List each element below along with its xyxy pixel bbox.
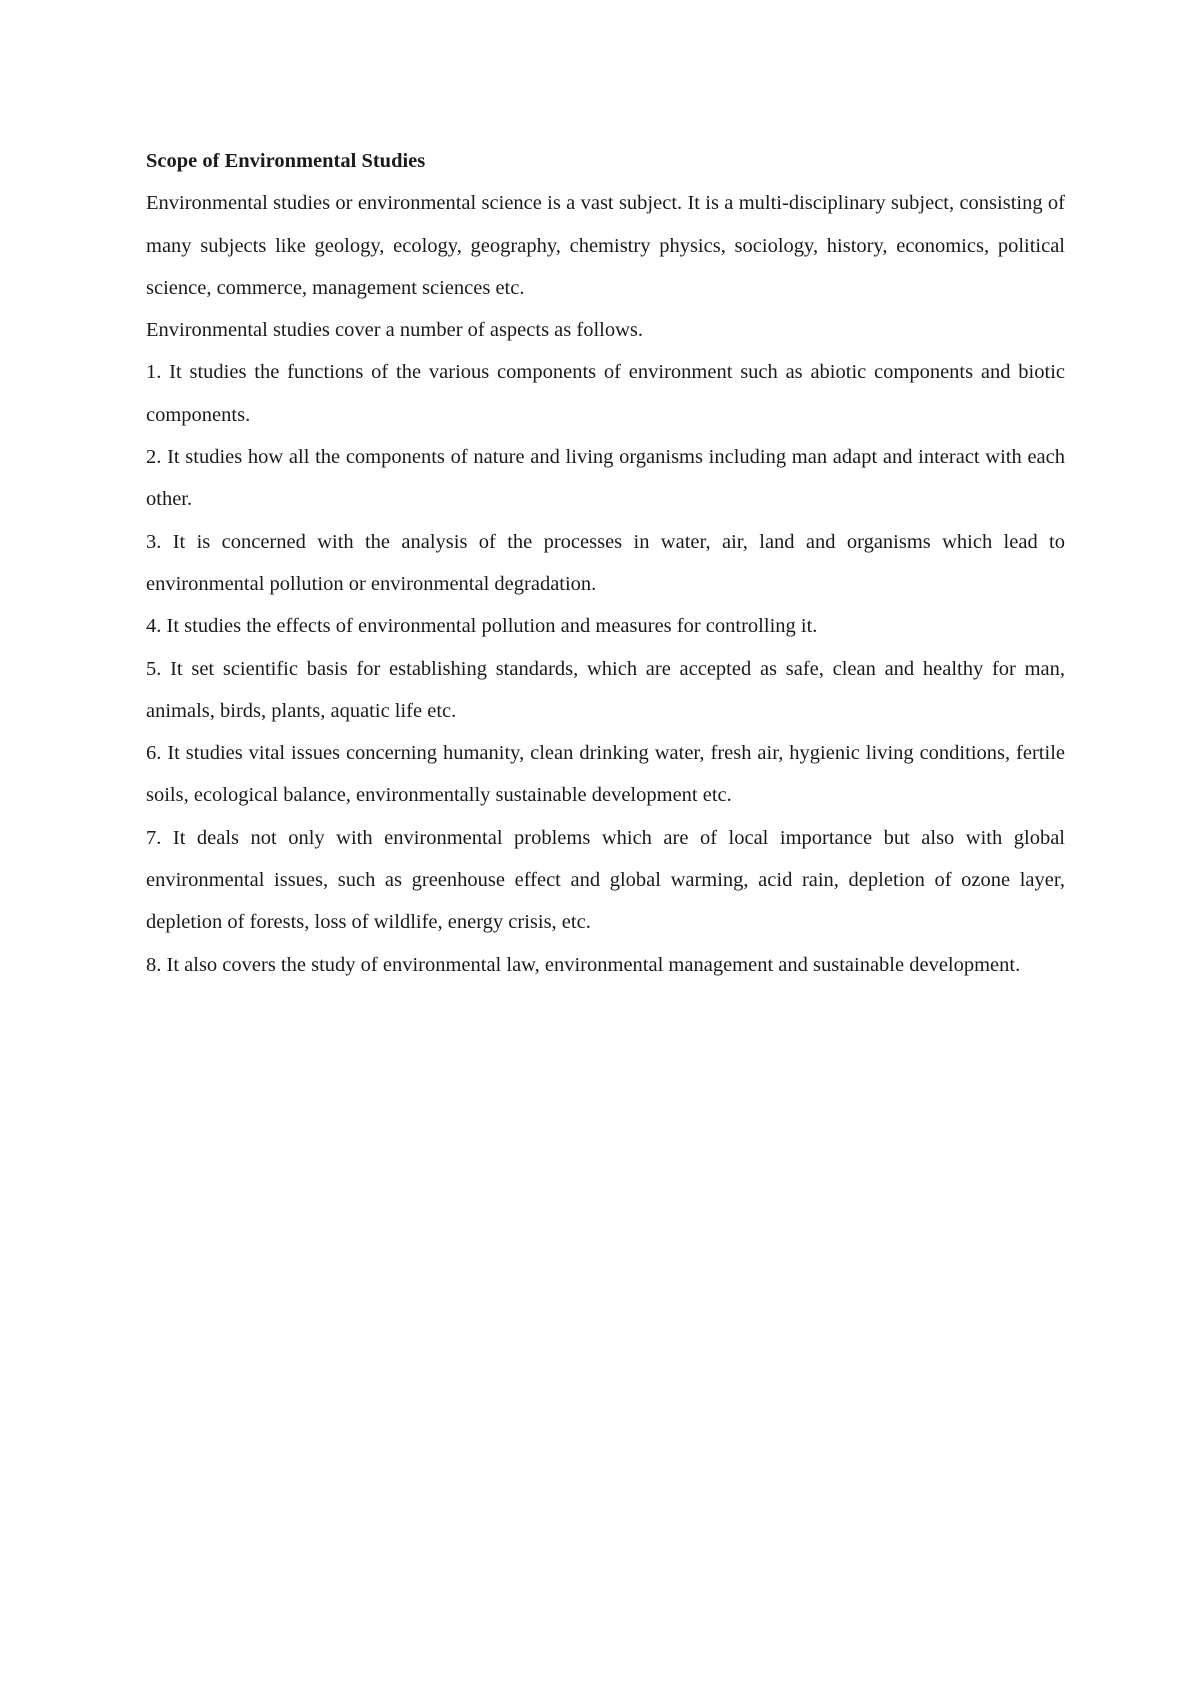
point-6: 6. It studies vital issues concerning humanity, clean drinking water, fresh air, hygienic living conditions, fertile soils, ecological balance, environmentally sustainable development etc. — [146, 742, 1065, 807]
lead-in-paragraph: Environmental studies cover a number of aspects as follows. — [146, 319, 643, 342]
point-4: 4. It studies the effects of environmental pollution and measures for controlling it. — [146, 615, 818, 638]
point-1: 1. It studies the functions of the various components of environment such as abiotic components and biotic components. — [146, 361, 1065, 426]
point-2: 2. It studies how all the components of nature and living organisms including man adapt and interact with each other. — [146, 446, 1065, 511]
point-3: 3. It is concerned with the analysis of the processes in water, air, land and organisms which lead to environmental pollution or environmental degradation. — [146, 530, 1065, 595]
intro-paragraph: Environmental studies or environmental science is a vast subject. It is a multi-disciplinary subject, consisting of many subjects like geology, ecology, geography, chemistry physics, sociology, history, economics, political science, commerce, management sciences etc. — [146, 192, 1065, 299]
document-page — [146, 140, 1065, 986]
document-title: Scope of Environmental Studies — [146, 150, 426, 172]
point-5: 5. It set scientific basis for establishing standards, which are accepted as safe, clean and healthy for man, animals, birds, plants, aquatic life etc. — [146, 657, 1065, 722]
point-8: 8. It also covers the study of environmental law, environmental management and sustainable development. — [146, 953, 1021, 976]
point-7: 7. It deals not only with environmental problems which are of local importance but also with global environmental issues, such as greenhouse effect and global warming, acid rain, depletion of ozone layer, depletion of forests, loss of wildlife, energy crisis, etc. — [146, 826, 1065, 934]
